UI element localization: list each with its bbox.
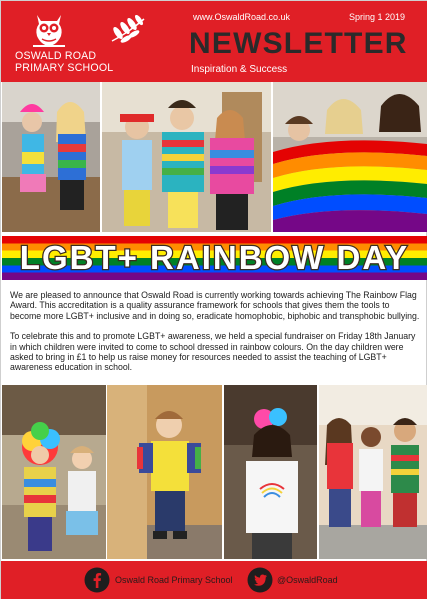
facebook-icon[interactable] bbox=[84, 567, 110, 593]
photo-girls-rainbow-outfits bbox=[2, 82, 100, 232]
newsletter-header bbox=[1, 1, 427, 82]
article-paragraph: We are pleased to announce that Oswald Road is currently working towards achieving The Rainbow Flag Award. This accreditation is a quality assurance framework for schools that gives them the tools to become more LGBT+ inclusive and in doing so, eradicate homophobic, biphobic and transphobic bullying. bbox=[10, 290, 420, 321]
owl-logo-icon bbox=[29, 9, 69, 49]
article-headline: LGBT+ RAINBOW DAY bbox=[19, 239, 410, 276]
newsletter-footer bbox=[1, 561, 427, 599]
laurel-leaf-icon bbox=[108, 15, 148, 45]
issue-label: Spring 1 2019 bbox=[349, 12, 406, 22]
photo-children-rainbow-stripes bbox=[102, 82, 271, 232]
school-logo bbox=[15, 9, 150, 77]
facebook-link[interactable]: Oswald Road Primary School bbox=[115, 575, 233, 585]
photo-rainbow-wig-children bbox=[2, 385, 106, 559]
photo-girl-white-jumper bbox=[224, 385, 317, 559]
article-paragraph: To celebrate this and to promote LGBT+ awareness, we held a special fundraiser on Friday 18th January in which children were invited to come to school dressed in rainbow colours. On the day children were asked to bring in £1 to help us raise money for resources needed to assist the teaching of LGBT+ awareness education in school. bbox=[10, 331, 416, 373]
school-name: OSWALD ROAD bbox=[15, 50, 97, 62]
newsletter-title: NEWSLETTER bbox=[189, 27, 408, 60]
twitter-icon[interactable] bbox=[247, 567, 273, 593]
article-body bbox=[10, 290, 422, 383]
rainbow-banner bbox=[2, 236, 427, 280]
website-link[interactable]: www.OswaldRoad.co.uk bbox=[193, 12, 291, 22]
school-name-subtitle: PRIMARY SCHOOL bbox=[15, 62, 114, 74]
photo-three-children bbox=[319, 385, 427, 559]
photo-boy-yellow-tshirt bbox=[107, 385, 222, 559]
photo-girls-rainbow-flag bbox=[273, 82, 427, 232]
twitter-handle[interactable]: @OswaldRoad bbox=[277, 575, 338, 585]
school-tagline: Inspiration & Success bbox=[191, 64, 288, 75]
